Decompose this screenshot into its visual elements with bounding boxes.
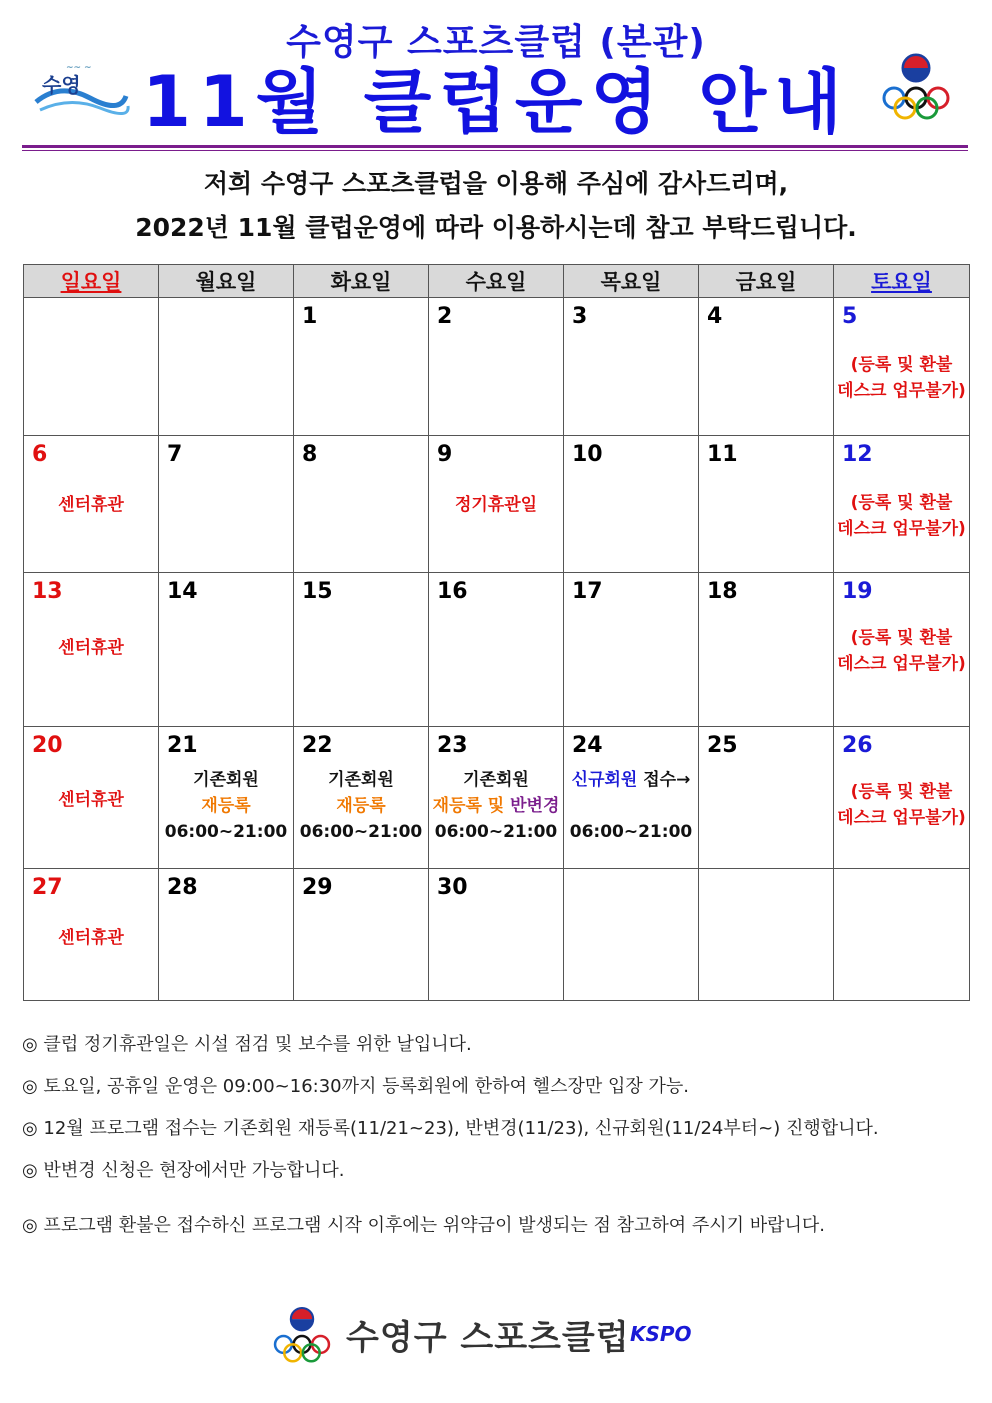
day-cell — [564, 573, 699, 727]
empty-cell — [159, 298, 294, 436]
center-closed-note: 센터휴관 — [58, 638, 124, 658]
notice-item: ◎ 반변경 신청은 현장에서만 가능합니다. — [22, 1160, 345, 1181]
day-cell — [429, 436, 564, 573]
hours-label: 06:00~21:00 — [164, 822, 288, 842]
re-register-label: 재등록 및 — [432, 796, 511, 816]
day-cell — [429, 298, 564, 436]
intro-line-1: 저희 수영구 스포츠클럽을 이용해 주심에 감사드리며, — [203, 169, 789, 198]
spacer — [564, 793, 698, 819]
notice-item: ◎ 12월 프로그램 접수는 기존회원 재등록(11/21~23), 반변경(11/23), 신규회원(11/24부터~) 진행합니다. — [22, 1118, 879, 1139]
day-cell — [699, 298, 834, 436]
week-row — [24, 436, 970, 573]
desk-note-line-1: (등록 및 환불 — [850, 355, 953, 375]
notice-item: ◎ 프로그램 환불은 접수하신 프로그램 시작 이후에는 위약금이 발생되는 점 참고하여 주시기 바랍니다. — [22, 1215, 825, 1236]
day-number: 5 — [842, 304, 858, 329]
weekday-wednesday: 수요일 — [429, 265, 564, 298]
week-row — [24, 573, 970, 727]
day-number: 7 — [167, 442, 183, 467]
day-number: 12 — [842, 442, 873, 467]
day-cell — [834, 727, 970, 869]
reception-arrow-label: 접수→ — [637, 770, 691, 790]
day-number: 29 — [302, 875, 333, 900]
desk-closed-note — [834, 625, 969, 677]
weekday-sunday: 일요일 — [24, 265, 159, 298]
re-register-change-line — [429, 793, 563, 819]
day-cell — [834, 573, 970, 727]
header — [0, 0, 992, 150]
re-register-label: 재등록 — [201, 796, 251, 816]
desk-closed-note — [834, 352, 969, 404]
day-number: 10 — [572, 442, 603, 467]
desk-note-line-2: 데스크 업무불가) — [837, 654, 966, 674]
day-cell — [294, 573, 429, 727]
day-number: 17 — [572, 579, 603, 604]
day-number: 24 — [572, 733, 603, 758]
day-number: 21 — [167, 733, 198, 758]
desk-closed-note — [834, 779, 969, 831]
notice-item: ◎ 토요일, 공휴일 운영은 09:00~16:30까지 등록회원에 한하여 헬스장만 입장 가능. — [22, 1076, 689, 1097]
day-number: 2 — [437, 304, 453, 329]
day-number: 30 — [437, 875, 468, 900]
olympic-committee-logo — [878, 50, 954, 126]
existing-member-label: 기존회원 — [193, 770, 259, 790]
day-number: 14 — [167, 579, 198, 604]
re-register-label: 재등록 — [336, 796, 386, 816]
weekday-thursday: 목요일 — [564, 265, 699, 298]
olympic-committee-logo — [270, 1304, 334, 1368]
day-number: 20 — [32, 733, 63, 758]
re-register-change-note — [429, 767, 563, 845]
day-number: 3 — [572, 304, 588, 329]
desk-closed-note — [834, 490, 969, 542]
day-cell — [699, 436, 834, 573]
hours-label: 06:00~21:00 — [434, 822, 558, 842]
week-row — [24, 727, 970, 869]
day-number: 22 — [302, 733, 333, 758]
day-cell — [699, 727, 834, 869]
footer-club-name: 수영구 스포츠클럽 — [346, 1318, 630, 1358]
weekday-header-row — [24, 265, 970, 298]
day-cell — [429, 727, 564, 869]
day-number: 6 — [32, 442, 48, 467]
class-change-label: 반변경 — [510, 796, 560, 816]
day-number: 15 — [302, 579, 333, 604]
new-member-note — [564, 767, 698, 845]
day-cell — [834, 436, 970, 573]
subtitle: 수영구 스포츠클럽 (본관) — [286, 22, 706, 63]
day-number: 25 — [707, 733, 738, 758]
new-member-line — [564, 767, 698, 793]
day-cell — [834, 298, 970, 436]
day-cell — [294, 727, 429, 869]
kspo-logo: KSPO — [630, 1322, 692, 1346]
existing-member-label: 기존회원 — [328, 770, 394, 790]
day-cell — [159, 869, 294, 1001]
day-cell — [699, 573, 834, 727]
day-number: 28 — [167, 875, 198, 900]
empty-cell — [834, 869, 970, 1001]
day-cell — [159, 573, 294, 727]
calendar-table — [23, 264, 970, 1001]
day-number: 26 — [842, 733, 873, 758]
weekday-saturday: 토요일 — [834, 265, 970, 298]
new-member-label: 신규회원 — [571, 770, 638, 790]
desk-note-line-2: 데스크 업무불가) — [837, 381, 966, 401]
re-register-note — [294, 767, 428, 845]
hours-label: 06:00~21:00 — [569, 822, 693, 842]
day-cell — [294, 436, 429, 573]
weekday-tuesday: 화요일 — [294, 265, 429, 298]
intro-line-2: 2022년 11월 클럽운영에 따라 이용하시는데 참고 부탁드립니다. — [135, 213, 857, 242]
day-cell — [24, 869, 159, 1001]
day-number: 11 — [707, 442, 738, 467]
notice-item: ◎ 클럽 정기휴관일은 시설 점검 및 보수를 위한 날입니다. — [22, 1034, 472, 1055]
existing-member-label: 기존회원 — [463, 770, 529, 790]
desk-note-line-1: (등록 및 환불 — [850, 628, 953, 648]
page-title: 11월 클럽운영 안내 — [142, 61, 850, 143]
week-row — [24, 298, 970, 436]
day-number: 13 — [32, 579, 63, 604]
day-cell — [429, 573, 564, 727]
day-number: 18 — [707, 579, 738, 604]
regular-closed-note: 정기휴관일 — [454, 495, 538, 515]
empty-cell — [24, 298, 159, 436]
desk-note-line-2: 데스크 업무불가) — [837, 808, 966, 828]
day-cell — [159, 436, 294, 573]
desk-note-line-1: (등록 및 환불 — [850, 493, 953, 513]
day-cell — [564, 727, 699, 869]
day-number: 16 — [437, 579, 468, 604]
center-closed-note: 센터휴관 — [58, 495, 124, 515]
center-closed-note: 센터휴관 — [58, 928, 124, 948]
day-cell — [294, 298, 429, 436]
day-number: 1 — [302, 304, 318, 329]
empty-cell — [699, 869, 834, 1001]
desk-note-line-2: 데스크 업무불가) — [837, 519, 966, 539]
day-number: 23 — [437, 733, 468, 758]
day-cell — [564, 436, 699, 573]
day-cell — [24, 727, 159, 869]
day-number: 9 — [437, 442, 453, 467]
day-number: 27 — [32, 875, 63, 900]
desk-note-line-1: (등록 및 환불 — [850, 782, 953, 802]
svg-text:~~ ~: ~~ ~ — [66, 63, 92, 73]
day-cell — [159, 727, 294, 869]
day-cell — [564, 298, 699, 436]
footer — [270, 1300, 730, 1370]
day-number: 8 — [302, 442, 318, 467]
day-number: 19 — [842, 579, 873, 604]
day-number: 4 — [707, 304, 723, 329]
empty-cell — [564, 869, 699, 1001]
weekday-friday: 금요일 — [699, 265, 834, 298]
day-cell — [24, 436, 159, 573]
divider — [22, 145, 968, 148]
day-cell — [429, 869, 564, 1001]
center-closed-note: 센터휴관 — [58, 790, 124, 810]
divider — [22, 150, 968, 151]
re-register-note — [159, 767, 293, 845]
week-row — [24, 869, 970, 1001]
weekday-monday: 월요일 — [159, 265, 294, 298]
hours-label: 06:00~21:00 — [299, 822, 423, 842]
svg-text:수영: 수영 — [42, 73, 81, 97]
day-cell — [24, 573, 159, 727]
day-cell — [294, 869, 429, 1001]
